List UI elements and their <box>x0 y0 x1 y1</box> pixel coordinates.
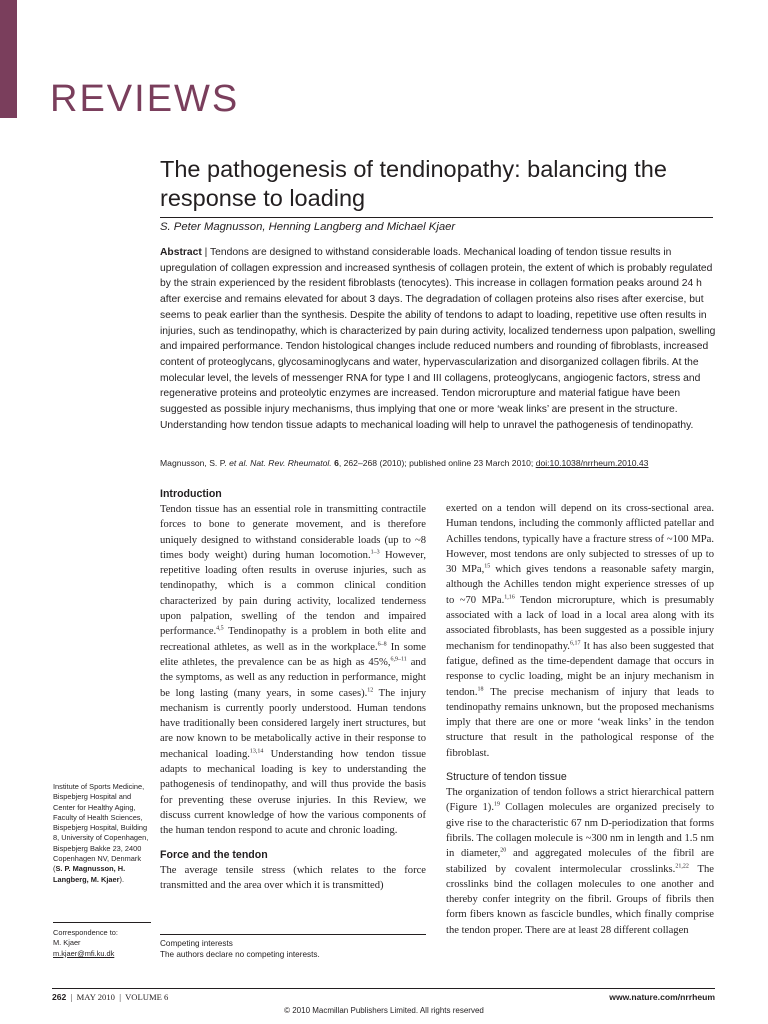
page-number: 262 <box>52 992 67 1002</box>
structure-paragraph <box>446 785 714 938</box>
force-paragraph: The average tensile stress (which relates to the force transmitted and the area over which it is transmitted) <box>160 864 426 891</box>
copyright-notice: © 2010 Macmillan Publishers Limited. All rights reserved <box>284 1006 484 1015</box>
force-heading: Force and the tendon <box>160 848 268 861</box>
reference-superscript[interactable]: 4,5 <box>216 625 224 632</box>
body-text: However, repetitive loading often results in overuse injuries, such as tendinopathy, which is a common clinical condition characterized by pain during activity, localized tenderness upon palpation, swelling of the tendon and impaired performance. <box>160 549 427 638</box>
left-column <box>160 487 426 893</box>
reference-superscript[interactable]: 6,9–11 <box>390 656 407 663</box>
right-column <box>446 501 714 938</box>
reference-superscript[interactable]: 21,22 <box>675 863 689 869</box>
citation-line <box>160 458 716 468</box>
body-text: exerted on a tendon will depend on its cross-sectional area. Human tendons, including the commonly afflicted patellar and Achilles tendons, typically have a fracture stress of ~100 MPa. However, most tendons are only subjected to stresses of up to 30 MPa, <box>446 503 714 576</box>
affiliation-names: S. P. Magnusson, H. Langberg, M. Kjaer <box>53 864 126 884</box>
body-text: and aggregated molecules of the fibril are stabilized by covalent intermolecular crosslinks. <box>446 848 714 875</box>
reference-superscript[interactable]: 20 <box>500 847 507 854</box>
journal-url-link[interactable]: www.nature.com/nrrheum <box>609 992 715 1002</box>
body-text: Tendon microrupture, which is presumably associated with a lack of load in a local area along with its associated fibroblasts, has been suggested as a possible injury mechanism for tendinopathy. <box>446 594 714 652</box>
force-continued-paragraph <box>446 501 714 761</box>
correspondence-name: M. Kjaer <box>53 938 81 948</box>
reference-superscript[interactable]: 1,16 <box>504 594 515 601</box>
affiliation-paren-open: ( <box>53 864 56 874</box>
correspondence-note <box>53 928 151 959</box>
body-text: It has also been suggested that fatigue, defined as the time-dependent damage that occurs in response to cyclic loading, might be an injury mechanism in tendon. <box>446 640 714 698</box>
author-list: S. Peter Magnusson, Henning Langberg and Michael Kjaer <box>160 221 456 233</box>
body-text: The organization of tendon follows a strict hierarchical pattern (Figure 1). <box>446 787 714 814</box>
citation-etal: et al. <box>229 458 248 468</box>
correspondence-label: Correspondence to: <box>53 928 118 937</box>
body-text: Tendon tissue has an essential role in transmitting contractile forces to bone to generate movement, and is therefore uniquely designed to withstand considerable loads (up to ~8 times body weight) during human locomotion. <box>160 504 426 561</box>
body-text: Collagen molecules are organized precisely to give rise to the characteristic 67 nm D-periodization that forms fibrils. The collagen molecule is ~300 nm in length and 1.5 nm in diameter, <box>446 802 714 860</box>
reference-superscript[interactable]: 6,17 <box>569 640 581 647</box>
reference-superscript[interactable]: 12 <box>367 687 374 694</box>
body-text: and the symptoms, as well as any reduction in performance, might be long lasting (many years, in some cases). <box>160 656 426 699</box>
abstract <box>160 245 716 433</box>
citation-authors: Magnusson, S. P. <box>160 458 227 468</box>
citation-journal: Nat. Rev. Rheumatol. <box>250 458 332 468</box>
abstract-label: Abstract <box>160 247 202 258</box>
reference-superscript[interactable]: 18 <box>477 686 484 693</box>
body-text: Tendinopathy is a problem in both elite and recreational athletes, as well as in the workplace. <box>160 626 426 653</box>
section-color-tab <box>0 0 17 118</box>
body-text: The crosslinks bind the collagen molecules to one another and thereby confer integrity on the fibril. Groups of fibrils then form fibers known as fascicle bundles, which finally comprise the tendon proper. There are at least 28 different collagen <box>446 863 714 936</box>
title-divider <box>160 217 713 218</box>
competing-heading: Competing interests <box>160 939 233 948</box>
affiliation-note <box>53 782 151 885</box>
body-text: The injury mechanism is currently poorly understood. Human tendons have traditionally been considered largely inert structures, but are now known to be metabolically active in their response to mechanical loading. <box>160 687 426 760</box>
footer-page-info <box>52 992 168 1002</box>
issue-info: | MAY 2010 | VOLUME 6 <box>66 992 169 1002</box>
doi-link[interactable]: doi:10.1038/nrrheum.2010.43 <box>535 458 649 468</box>
reference-superscript[interactable]: 15 <box>484 563 491 570</box>
body-text: The precise mechanism of injury that leads to tendinopathy remains unknown, but the proposed mechanisms imply that there are one or more ‘weak links’ in the tendon structure that result in the pathological response of the fibroblast. <box>446 686 714 759</box>
reference-superscript[interactable]: 13,14 <box>249 748 264 755</box>
reference-superscript[interactable]: 1–3 <box>370 549 380 556</box>
affiliation-paren-close: ). <box>119 874 125 884</box>
introduction-paragraph <box>160 502 426 839</box>
citation-volume: 6 <box>334 458 339 468</box>
body-text: In some elite athletes, the prevalence can be as high as 45%, <box>160 641 426 668</box>
citation-pages: , 262–268 (2010); published online 23 March 2010; <box>338 458 536 468</box>
reference-superscript[interactable]: 19 <box>493 801 500 808</box>
correspondence-email-link[interactable]: m.kjaer@mfi.ku.dk <box>53 948 115 958</box>
body-text: which gives tendons a reasonable safety margin, although the Achilles tendon might experience stresses of up to ~70 MPa. <box>446 564 715 606</box>
structure-heading: Structure of tendon tissue <box>446 771 567 784</box>
abstract-separator: | <box>201 247 210 258</box>
body-text: Understanding how tendon tissue adapts to mechanical loading is key to understanding the pathogenesis of tendinopathy, and will thus provide the basis for preventing these overuse injuries. In this Review, we discuss current knowledge of how the various components of the human tendon respond to acute and chronic loading. <box>160 748 426 837</box>
article-title: The pathogenesis of tendinopathy: balancing the response to loading <box>160 156 667 211</box>
introduction-heading: Introduction <box>160 488 222 500</box>
competing-text: The authors declare no competing interests. <box>160 950 320 959</box>
footer-divider <box>52 988 715 989</box>
affiliation-text: Institute of Sports Medicine, Bispebjerg Hospital and Center for Healthy Aging, Faculty of Health Sciences, Bispebjerg Hospital, Building 8, University of Copenhagen, Bispebjerg Bakke 23, 2400 Copenhagen NV, Denmark <box>53 782 149 864</box>
reference-superscript[interactable]: 6–8 <box>377 641 387 648</box>
section-label: REVIEWS <box>50 78 240 120</box>
abstract-text: Tendons are designed to withstand considerable loads. Mechanical loading of tendon tissue results in upregulation of collagen expression and increased synthesis of collagen protein, the extent of which is probably regulated by the strain experienced by the resident fibroblasts (tenocytes). This increase in collagen formation peaks around 24 h after exercise and remains elevated for about 3 days. The degradation of collagen proteins also rises after exercise, but seems to peak earlier than the synthesis. Despite the ability of tendons to adapt to loading, repetitive use often results in injuries, such as tendinopathy, which is characterized by pain during activity, localized tenderness upon palpation, swelling and impaired performance. Tendon histological changes include reduced numbers and rounding of fibroblasts, increased content of proteoglycans, glycosaminoglycans and water, hypervascularization and disorganized collagen fibrils. At the molecular level, the levels of messenger RNA for type I and III collagens, proteoglycans, angiogenic factors, stress and regenerative proteins and proteolytic enzymes are increased. Tendon microrupture and material fatigue have been suggested as possible injury mechanisms, thus implying that one or more ‘weak links’ are present in the structure. Understanding how tendon tissue adapts to mechanical loading will help to unravel the pathogenesis of tendinopathy. <box>160 247 716 431</box>
affiliation-divider <box>53 922 151 923</box>
competing-divider <box>160 934 426 935</box>
competing-interests <box>160 938 426 960</box>
